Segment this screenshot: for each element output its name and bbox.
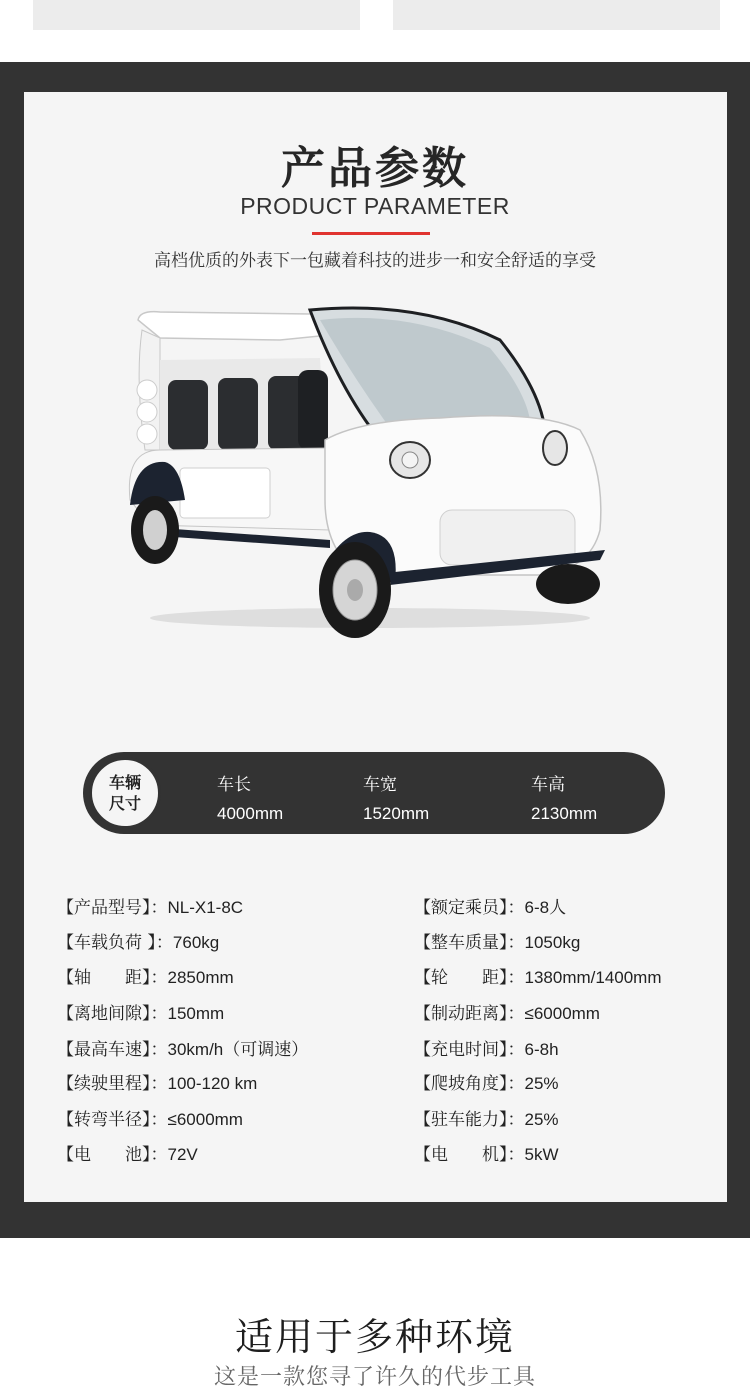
spec-value: ≤6000mm bbox=[167, 1110, 243, 1129]
spec-key: 【轴 距】： bbox=[57, 968, 168, 988]
spec-item bbox=[57, 896, 243, 920]
spec-key: 【驻车能力】： bbox=[414, 1110, 525, 1130]
spec-key: 【爬坡角度】： bbox=[414, 1074, 525, 1094]
spec-key: 【车载负荷 】： bbox=[57, 933, 173, 953]
dimension-height-value: 2130mm bbox=[531, 804, 598, 823]
electric-patrol-car-image bbox=[120, 300, 620, 650]
spec-key: 【转弯半径】： bbox=[57, 1110, 168, 1130]
spec-value: 1050kg bbox=[524, 933, 581, 952]
spec-value: 5kW bbox=[524, 1145, 559, 1164]
spec-key: 【最高车速】： bbox=[57, 1040, 168, 1060]
section-title: 产品参数 bbox=[281, 143, 469, 194]
spec-key: 【离地间隙】： bbox=[57, 1004, 168, 1024]
previous-section-strip bbox=[0, 0, 750, 62]
spec-key: 【电 池】： bbox=[57, 1145, 168, 1165]
dimensions-badge bbox=[89, 757, 161, 829]
spec-value: 2850mm bbox=[167, 968, 234, 987]
spec-key: 【制动距离】： bbox=[414, 1004, 525, 1024]
spec-value: 760kg bbox=[172, 933, 220, 952]
dimension-length-value: 4000mm bbox=[217, 804, 284, 823]
dimensions-badge-line1: 车辆 bbox=[108, 773, 141, 792]
spec-value: 25% bbox=[524, 1074, 559, 1093]
spec-key: 【整车质量】： bbox=[414, 933, 525, 953]
spec-key: 【产品型号】： bbox=[57, 898, 168, 918]
dimensions-badge-line2: 尺寸 bbox=[108, 794, 141, 813]
section-title-english: PRODUCT PARAMETER bbox=[240, 193, 510, 219]
spec-value: 1380mm/1400mm bbox=[524, 968, 662, 987]
previous-image-card-left bbox=[33, 0, 360, 30]
dimension-height-label: 车高 bbox=[531, 775, 565, 795]
section-subtitle: 高档优质的外表下一包藏着科技的进步一和安全舒适的享受 bbox=[154, 251, 596, 271]
spec-value: ≤6000mm bbox=[524, 1004, 600, 1023]
spec-key: 【续驶里程】： bbox=[57, 1074, 168, 1094]
spec-item bbox=[57, 966, 234, 990]
title-underline bbox=[312, 232, 430, 235]
spec-key: 【充电时间】： bbox=[414, 1040, 525, 1060]
dimension-width-label: 车宽 bbox=[363, 775, 397, 795]
spec-value: 72V bbox=[167, 1145, 198, 1164]
spec-item bbox=[414, 1108, 559, 1132]
spec-value: 6-8h bbox=[524, 1040, 559, 1059]
spec-value: 25% bbox=[524, 1110, 559, 1129]
spec-item bbox=[57, 1143, 198, 1167]
spec-value: 6-8人 bbox=[524, 898, 567, 917]
spec-item bbox=[414, 931, 580, 955]
spec-item bbox=[414, 1038, 559, 1062]
spec-item bbox=[57, 931, 219, 955]
dimension-length-label: 车长 bbox=[217, 775, 251, 795]
spec-value: 150mm bbox=[167, 1004, 225, 1023]
spec-item bbox=[414, 1143, 559, 1167]
spec-key: 【轮 距】： bbox=[414, 968, 525, 988]
spec-item bbox=[57, 1038, 308, 1062]
spec-key: 【额定乘员】： bbox=[414, 898, 525, 918]
spec-item bbox=[414, 896, 566, 920]
spec-item bbox=[57, 1002, 224, 1026]
spec-item bbox=[414, 1002, 600, 1026]
spec-item bbox=[414, 1072, 559, 1096]
spec-item bbox=[57, 1072, 257, 1096]
next-section-subtitle: 这是一款您寻了许久的代步工具 bbox=[213, 1365, 536, 1390]
spec-value: 100-120 km bbox=[167, 1074, 258, 1093]
dimension-width-value: 1520mm bbox=[363, 804, 430, 823]
spec-key: 【电 机】： bbox=[414, 1145, 525, 1165]
spec-value: 30km/h（可调速） bbox=[167, 1040, 309, 1059]
next-section-title: 适用于多种环境 bbox=[234, 1315, 515, 1359]
spec-item bbox=[57, 1108, 243, 1132]
spec-value: NL-X1-8C bbox=[167, 898, 244, 917]
spec-item bbox=[414, 966, 662, 990]
previous-image-card-right bbox=[393, 0, 720, 30]
